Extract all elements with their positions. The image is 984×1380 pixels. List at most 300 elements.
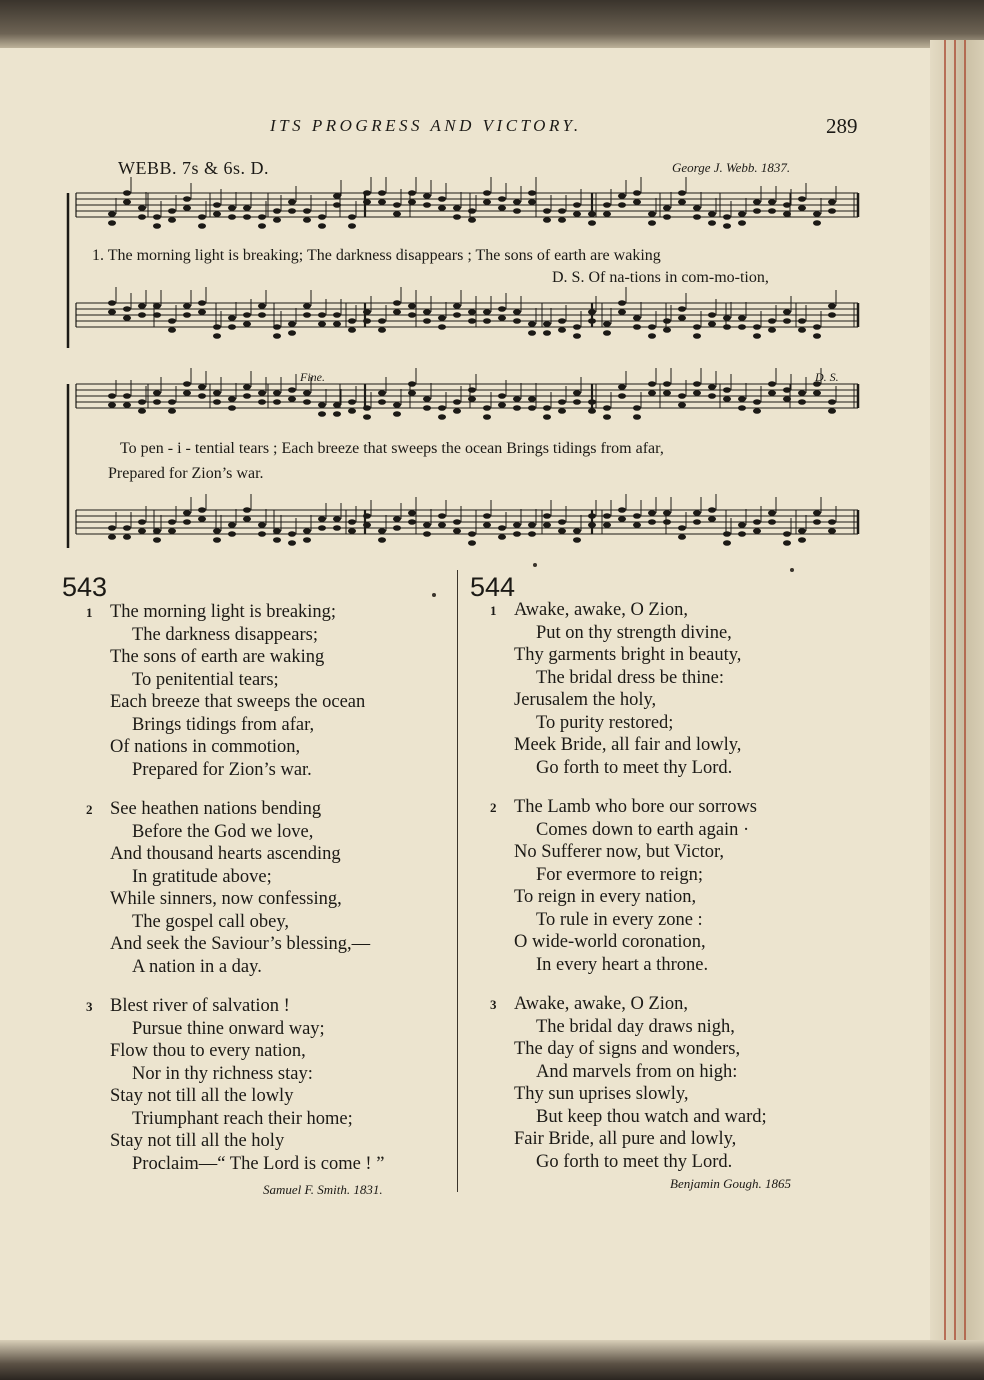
note-head (288, 540, 296, 546)
note-head (558, 327, 566, 333)
stanza (490, 796, 767, 976)
hymn-number-544: 544 (470, 572, 516, 602)
note-head (258, 390, 266, 396)
note-head (528, 396, 536, 402)
note-head (198, 309, 206, 315)
note-head (498, 196, 506, 202)
verse-text: The gospel call obey, (132, 911, 290, 932)
note-head (363, 309, 371, 315)
note-head (648, 519, 656, 525)
note-head (783, 202, 791, 208)
note-head (753, 199, 761, 205)
note-head (273, 208, 281, 214)
note-head (258, 303, 266, 309)
note-head (423, 531, 431, 537)
note-head (183, 510, 191, 516)
verse-line (514, 864, 767, 887)
verse-text: To purity restored; (536, 712, 674, 733)
verse-text: Stay not till all the holy (110, 1131, 285, 1151)
note-head (543, 217, 551, 223)
note-head (438, 315, 446, 321)
note-head (258, 312, 266, 318)
note-head (498, 205, 506, 211)
note-head (753, 324, 761, 330)
verse-text: And seek the Saviour’s blessing,— (110, 934, 371, 954)
note-head (798, 327, 806, 333)
note-head (648, 390, 656, 396)
note-head (483, 190, 491, 196)
note-head (723, 324, 731, 330)
note-head (213, 202, 221, 208)
note-head (663, 214, 671, 220)
note-head (228, 214, 236, 220)
note-head (243, 384, 251, 390)
note-head (243, 516, 251, 522)
note-head (438, 405, 446, 411)
note-head (498, 402, 506, 408)
note-head (588, 513, 596, 519)
note-head (783, 387, 791, 393)
note-head (543, 208, 551, 214)
stanza-number: 2 (86, 802, 93, 817)
note-head (798, 390, 806, 396)
note-head (483, 414, 491, 420)
note-head (678, 315, 686, 321)
verse-line (514, 757, 767, 780)
note-head (318, 214, 326, 220)
verse-line (514, 712, 767, 735)
ink-speck (432, 593, 436, 597)
note-head (423, 522, 431, 528)
note-head (378, 390, 386, 396)
note-head (498, 393, 506, 399)
note-head (138, 408, 146, 414)
verse-line (86, 995, 384, 1018)
note-head (813, 333, 821, 339)
note-head (423, 318, 431, 324)
note-head (213, 528, 221, 534)
note-head (318, 312, 326, 318)
verse-line (110, 866, 384, 889)
verse-line (490, 599, 767, 622)
note-head (798, 196, 806, 202)
note-head (378, 318, 386, 324)
verse-text: Brings tidings from afar, (132, 714, 315, 735)
note-head (378, 537, 386, 543)
note-head (198, 214, 206, 220)
note-head (558, 399, 566, 405)
verse-line (514, 819, 767, 842)
note-head (393, 525, 401, 531)
note-head (588, 522, 596, 528)
verse-text: Pursue thine onward way; (132, 1018, 325, 1039)
note-head (813, 390, 821, 396)
verse-text: Go forth to meet thy Lord. (536, 1151, 733, 1172)
note-head (243, 312, 251, 318)
note-head (153, 312, 161, 318)
note-head (393, 402, 401, 408)
note-head (618, 516, 626, 522)
verse-text: Thy sun uprises slowly, (514, 1084, 689, 1104)
note-head (303, 312, 311, 318)
note-head (558, 217, 566, 223)
verse-line (514, 644, 767, 667)
note-head (603, 202, 611, 208)
note-head (723, 214, 731, 220)
note-head (408, 519, 416, 525)
note-head (303, 390, 311, 396)
note-head (168, 318, 176, 324)
note-head (678, 534, 686, 540)
note-head (693, 519, 701, 525)
note-head (633, 414, 641, 420)
note-head (603, 522, 611, 528)
note-head (393, 202, 401, 208)
note-head (588, 399, 596, 405)
note-head (168, 408, 176, 414)
note-head (123, 402, 131, 408)
note-head (543, 405, 551, 411)
hymn-544-author: Benjamin Gough. 1865 (670, 1176, 791, 1191)
note-head (348, 318, 356, 324)
note-head (573, 324, 581, 330)
note-head (513, 199, 521, 205)
note-head (528, 522, 536, 528)
note-head (708, 393, 716, 399)
note-head (603, 513, 611, 519)
note-head (483, 405, 491, 411)
note-head (513, 531, 521, 537)
verse-line (514, 1106, 767, 1129)
note-head (753, 208, 761, 214)
note-head (528, 321, 536, 327)
verse-line (110, 843, 384, 866)
note-head (108, 309, 116, 315)
note-head (708, 516, 716, 522)
verse-line (514, 1061, 767, 1084)
note-head (708, 312, 716, 318)
note-head (678, 199, 686, 205)
note-head (393, 411, 401, 417)
note-head (813, 519, 821, 525)
note-head (783, 211, 791, 217)
note-head (528, 190, 536, 196)
running-title: ITS PROGRESS AND VICTORY. (270, 116, 582, 135)
note-head (333, 516, 341, 522)
note-head (453, 312, 461, 318)
note-head (138, 312, 146, 318)
verse-line (514, 1128, 767, 1151)
note-head (648, 211, 656, 217)
note-head (753, 528, 761, 534)
note-head (633, 405, 641, 411)
note-head (498, 315, 506, 321)
verse-line (110, 933, 384, 956)
note-head (198, 384, 206, 390)
note-head (108, 393, 116, 399)
note-head (723, 387, 731, 393)
note-head (288, 396, 296, 402)
note-head (303, 537, 311, 543)
verse-text: Jerusalem the holy, (514, 690, 657, 710)
note-head (693, 205, 701, 211)
note-head (723, 223, 731, 229)
note-head (648, 333, 656, 339)
note-head (408, 510, 416, 516)
note-head (183, 196, 191, 202)
note-head (273, 324, 281, 330)
note-head (183, 390, 191, 396)
book-bottom-edge (0, 1340, 984, 1380)
note-head (633, 522, 641, 528)
note-head (318, 525, 326, 531)
note-head (693, 381, 701, 387)
note-head (408, 199, 416, 205)
note-head (678, 306, 686, 312)
note-head (378, 327, 386, 333)
verse-line (110, 624, 384, 647)
verse-text: The day of signs and wonders, (514, 1039, 741, 1059)
hymn-543-author: Samuel F. Smith. 1831. (263, 1182, 383, 1197)
verse-text: A nation in a day. (132, 956, 262, 977)
note-head (363, 318, 371, 324)
hymn-number-543: 543 (62, 572, 108, 602)
stanza-number: 3 (86, 999, 93, 1014)
page-number: 289 (826, 114, 858, 138)
note-head (273, 537, 281, 543)
verse-text: Blest river of salvation ! (110, 996, 290, 1016)
note-head (768, 208, 776, 214)
note-head (603, 330, 611, 336)
system2-lyric-line1: To pen - i - tential tears ; Each breeze that sweeps the ocean Brings tidings from afar, (120, 440, 664, 457)
note-head (228, 324, 236, 330)
verse-line (110, 888, 384, 911)
system1-lyric-line2: D. S. Of na-tions in com-mo-tion, (552, 269, 769, 286)
verse-text: Thy garments bright in beauty, (514, 645, 742, 665)
note-head (663, 390, 671, 396)
stanza-number: 1 (490, 603, 497, 618)
verse-text: The Lamb who bore our sorrows (514, 797, 758, 817)
verse-text: And thousand hearts ascending (110, 844, 341, 864)
verse-text: Put on thy strength divine, (536, 622, 732, 643)
verse-text: O wide-world coronation, (514, 932, 706, 952)
note-head (543, 414, 551, 420)
note-head (558, 519, 566, 525)
note-head (528, 330, 536, 336)
note-head (168, 519, 176, 525)
note-head (753, 399, 761, 405)
note-head (333, 402, 341, 408)
note-head (798, 528, 806, 534)
note-head (573, 390, 581, 396)
note-head (363, 199, 371, 205)
note-head (138, 303, 146, 309)
note-head (453, 205, 461, 211)
note-head (558, 528, 566, 534)
note-head (318, 223, 326, 229)
note-head (348, 519, 356, 525)
hymn-543-text (86, 601, 385, 1192)
note-head (408, 190, 416, 196)
note-head (303, 399, 311, 405)
verse-line (514, 841, 767, 864)
note-head (573, 333, 581, 339)
verse-text: Of nations in commotion, (110, 737, 301, 757)
note-head (318, 411, 326, 417)
stanza-number: 2 (490, 800, 497, 815)
verse-line (490, 796, 767, 819)
verse-line (86, 601, 384, 624)
verse-line (514, 954, 767, 977)
verse-text: Awake, awake, O Zion, (514, 600, 688, 620)
verse-text: To penitential tears; (132, 669, 279, 690)
note-head (288, 387, 296, 393)
note-head (213, 324, 221, 330)
verse-text: Before the God we love, (132, 821, 314, 842)
note-head (813, 211, 821, 217)
note-head (768, 510, 776, 516)
verse-line (514, 1038, 767, 1061)
verse-line (110, 714, 384, 737)
verse-line (110, 1063, 384, 1086)
note-head (258, 531, 266, 537)
note-head (708, 220, 716, 226)
note-head (468, 208, 476, 214)
note-head (198, 507, 206, 513)
note-head (513, 396, 521, 402)
note-head (693, 510, 701, 516)
note-head (708, 211, 716, 217)
verse-line (110, 1018, 384, 1041)
note-head (513, 208, 521, 214)
verse-line (514, 667, 767, 690)
note-head (348, 327, 356, 333)
note-head (603, 211, 611, 217)
note-head (333, 411, 341, 417)
note-head (243, 205, 251, 211)
verse-text: The morning light is breaking; (110, 602, 337, 622)
note-head (318, 321, 326, 327)
note-head (828, 399, 836, 405)
note-head (348, 408, 356, 414)
note-head (468, 309, 476, 315)
verse-text: The bridal day draws nigh, (536, 1016, 735, 1037)
note-head (288, 199, 296, 205)
note-head (558, 318, 566, 324)
note-head (123, 315, 131, 321)
note-head (273, 333, 281, 339)
note-head (273, 390, 281, 396)
note-head (183, 303, 191, 309)
note-head (438, 414, 446, 420)
note-head (723, 396, 731, 402)
note-head (798, 537, 806, 543)
note-head (228, 522, 236, 528)
note-head (198, 300, 206, 306)
note-head (213, 399, 221, 405)
note-head (123, 199, 131, 205)
note-head (318, 402, 326, 408)
note-head (678, 190, 686, 196)
note-head (483, 309, 491, 315)
stanza (86, 995, 385, 1175)
verse-text: And marvels from on high: (536, 1061, 738, 1082)
note-head (348, 223, 356, 229)
note-head (153, 537, 161, 543)
column-divider (457, 570, 458, 1192)
note-head (798, 399, 806, 405)
verse-text: While sinners, now confessing, (110, 889, 342, 909)
note-head (153, 214, 161, 220)
note-head (618, 193, 626, 199)
note-head (498, 306, 506, 312)
verse-text: The darkness disappears; (132, 624, 318, 645)
note-head (108, 525, 116, 531)
note-head (168, 217, 176, 223)
note-head (468, 387, 476, 393)
note-head (393, 309, 401, 315)
note-head (828, 408, 836, 414)
note-head (228, 531, 236, 537)
note-head (213, 537, 221, 543)
verse-text: But keep thou watch and ward; (536, 1106, 767, 1127)
note-head (483, 513, 491, 519)
note-head (363, 414, 371, 420)
note-head (543, 513, 551, 519)
verse-line (110, 646, 384, 669)
note-head (183, 312, 191, 318)
note-head (708, 384, 716, 390)
note-head (198, 223, 206, 229)
note-head (798, 318, 806, 324)
note-head (573, 537, 581, 543)
note-head (633, 190, 641, 196)
note-head (123, 534, 131, 540)
note-head (588, 318, 596, 324)
note-head (453, 408, 461, 414)
note-head (318, 516, 326, 522)
note-head (138, 399, 146, 405)
note-head (768, 327, 776, 333)
note-head (783, 531, 791, 537)
note-head (768, 199, 776, 205)
note-head (543, 330, 551, 336)
note-head (483, 522, 491, 528)
hymn-544-text (490, 599, 767, 1190)
note-head (243, 321, 251, 327)
verse-line (110, 1153, 384, 1176)
verse-line (110, 1085, 384, 1108)
note-head (153, 223, 161, 229)
note-head (123, 306, 131, 312)
note-head (588, 220, 596, 226)
note-head (123, 190, 131, 196)
note-head (648, 510, 656, 516)
note-head (588, 211, 596, 217)
note-head (768, 519, 776, 525)
verse-text: The sons of earth are waking (110, 647, 325, 667)
note-head (573, 399, 581, 405)
verse-text: Comes down to earth again · (536, 819, 750, 840)
note-head (558, 208, 566, 214)
note-head (153, 303, 161, 309)
note-head (213, 211, 221, 217)
note-head (108, 300, 116, 306)
note-head (333, 321, 341, 327)
note-head (828, 208, 836, 214)
note-head (633, 513, 641, 519)
note-head (363, 513, 371, 519)
